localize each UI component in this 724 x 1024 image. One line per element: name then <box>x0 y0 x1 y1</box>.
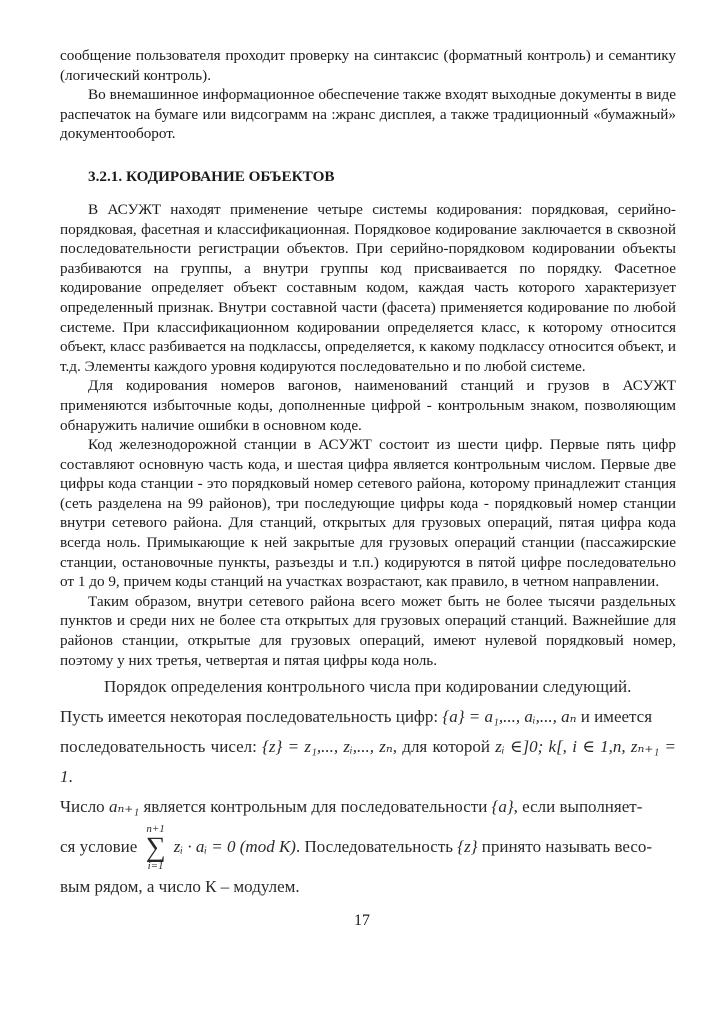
paragraph-coding-systems: В АСУЖТ находят применение четыре системы кодирования: порядковая, серийно-порядковая, фасетная и классификационная. Порядковое кодирование заключается в сквозной последовательности регистрации объектов. При серийно-порядковом кодировании объекты разбиваются на группы, а внутри группы код присваивается по порядку. Фасетное кодирование определяет объект составным кодом, каждая часть которого характеризует определенный признак. Внутри составной части (фасета) применяется кодирование по любой системе. При классификационном кодировании определяется класс, к которому относится объект, класс разбивается на подклассы, определяется, к какому подклассу относится объект, и т.д. Элементы каждого уровня кодируются последовательно и по любой системе. <box>60 200 676 375</box>
paragraph-output-docs: Во внемашинное информационное обеспечение также входят выходные документы в виде распечаток на бумаге или видсограмм на :жранс дисплея, а также традиционный «бумажный» документооборот. <box>60 86 676 143</box>
scan-text: , для которой <box>392 737 491 757</box>
scan-text: последовательность чисел: <box>60 737 257 757</box>
sum-lower-limit: i=1 <box>147 860 164 873</box>
scan-text: . Последовательность <box>295 837 454 857</box>
scan-line-1: Порядок определения контрольного числа при кодировании следующий. <box>104 677 632 697</box>
paragraph-continuation: сообщение пользователя проходит проверку на синтаксис (форматный контроль) и семантику (логический контроль). <box>60 47 676 84</box>
scan-line-3: последовательность чисел: {z} = z₁,..., zᵢ,..., zₙ, для которой zᵢ ∈]0; k[, i ∈ 1,n, zₙ₊₁ = 1. <box>60 737 677 787</box>
paragraph-network-district: Таким образом, внутри сетевого района всего может быть не более тысячи раздельных пунктов и среди них не более ста открытых для грузовых операций станций. Важнейшие для районов станции, открытые для грузовых операций, имеют нулевой порядковый номер, поэтому у них третья, четвертая и пятая цифры кода ноль. <box>60 592 676 669</box>
paragraph-station-code: Код железнодорожной станции в АСУЖТ состоит из шести цифр. Первые пять цифр составляют основную часть кода, и шестая цифра является контрольным числом. Первые две цифры кода станции - это порядковый номер сетевого района, которому принадлежит станция (сеть разделена на 99 районов), три последующие цифры кода - порядковый номер станции внутри сетевого района. Для станций, открытых для грузовых операций, пятая цифра кода всегда ноль. Примыкающие к ней закрытые для грузовых операций станции (пассажирские станции, остановочные пункты, разъезды и т.п.) кодируются в пятой цифре последовательно от 1 до 9, причем коды станций на участках возрастают, как правило, в четном направлении. <box>60 436 676 591</box>
page-number: 17 <box>354 912 370 929</box>
scan-text: является контрольным для последовательности <box>143 797 488 817</box>
scan-text: Число <box>60 797 105 817</box>
scan-text: и имеется <box>580 707 653 727</box>
formula-sequence-a: {a} = a₁,..., aᵢ,..., aₙ <box>442 707 577 727</box>
formula-set-a: {a} <box>491 797 514 817</box>
scan-text: принято называть весо- <box>481 837 653 857</box>
section-title: 3.2.1. КОДИРОВАНИЕ ОБЪЕКТОВ <box>88 167 335 185</box>
sigma-symbol: ∑ <box>145 832 166 864</box>
scan-line-2 <box>60 702 676 732</box>
scan-line-4 <box>60 792 676 822</box>
formula-set-z: {z} <box>457 837 478 857</box>
scan-text: , если выполняет- <box>513 797 643 817</box>
scanned-formula-block <box>60 672 676 902</box>
formula-checksum: zᵢ · aᵢ = 0 (mod K) <box>173 837 296 857</box>
scan-line-6: вым рядом, а число К – модулем. <box>60 877 300 897</box>
paragraph-redundant-codes: Для кодирования номеров вагонов, наименований станций и грузов в АСУЖТ применяются избыточные коды, дополненные цифрой - контрольным знаком, позволяющим обнаружить наличие ошибки в основном коде. <box>60 377 676 434</box>
formula-a-n1: aₙ₊₁ <box>108 797 140 817</box>
sum-upper-limit: n+1 <box>146 823 165 836</box>
formula-sequence-z: {z} = z₁,..., zᵢ,..., zₙ <box>262 737 393 757</box>
page-content <box>60 46 676 902</box>
scan-text: Пусть имеется некоторая последовательность цифр: <box>60 707 439 727</box>
summation-sign <box>146 824 166 872</box>
scan-line-5 <box>60 822 676 872</box>
formula-z-condition: zᵢ ∈]0; k[, i ∈ 1,n, zₙ₊₁ = 1 <box>60 737 677 787</box>
scan-text: ся условие <box>60 837 138 857</box>
